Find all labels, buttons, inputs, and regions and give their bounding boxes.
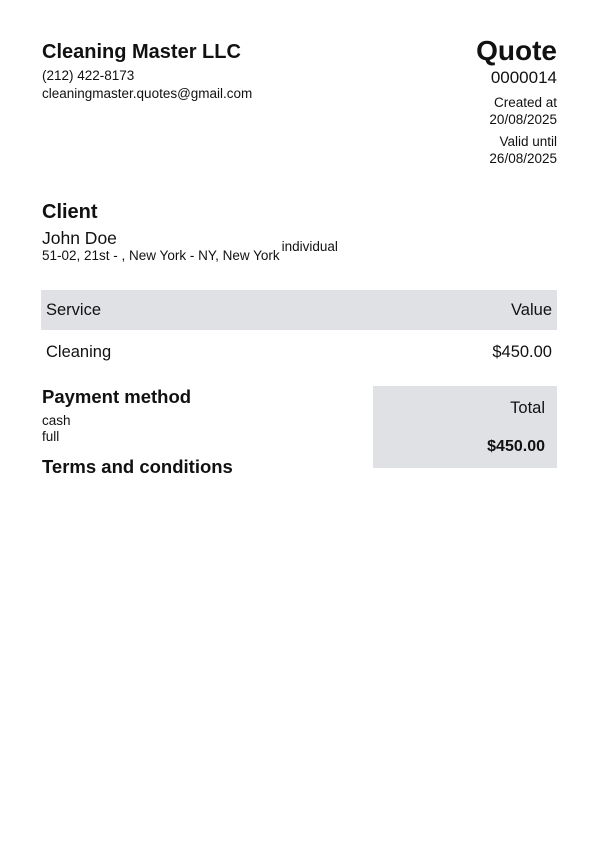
client-address: 51-02, 21st - , New York - NY, New York <box>42 248 280 263</box>
document-number: 0000014 <box>490 68 557 87</box>
client-heading: Client <box>42 201 98 223</box>
total-box <box>373 386 557 468</box>
row-value: $450.00 <box>492 343 552 361</box>
row-service: Cleaning <box>46 343 112 361</box>
payment-method-value: cash <box>42 413 71 428</box>
terms-heading: Terms and conditions <box>42 456 233 477</box>
payment-terms-value: full <box>42 429 60 444</box>
valid-until-label: Valid until <box>499 134 557 149</box>
total-label: Total <box>510 399 545 417</box>
client-address-line <box>42 239 338 264</box>
valid-until-date: 26/08/2025 <box>489 151 557 166</box>
document-title: Quote <box>476 35 557 66</box>
services-table-header <box>41 290 557 330</box>
created-label: Created at <box>493 95 557 110</box>
payment-method-heading: Payment method <box>42 386 192 407</box>
company-name: Cleaning Master LLC <box>42 41 241 63</box>
client-name: John Doe <box>42 228 117 248</box>
table-row <box>41 332 557 370</box>
column-header-value: Value <box>511 301 552 319</box>
company-phone: (212) 422-8173 <box>42 68 135 83</box>
created-date: 20/08/2025 <box>489 112 557 127</box>
total-value: $450.00 <box>487 438 545 455</box>
client-type: individual <box>281 239 338 254</box>
company-email: cleaningmaster.quotes@gmail.com <box>42 86 253 101</box>
column-header-service: Service <box>46 301 102 319</box>
